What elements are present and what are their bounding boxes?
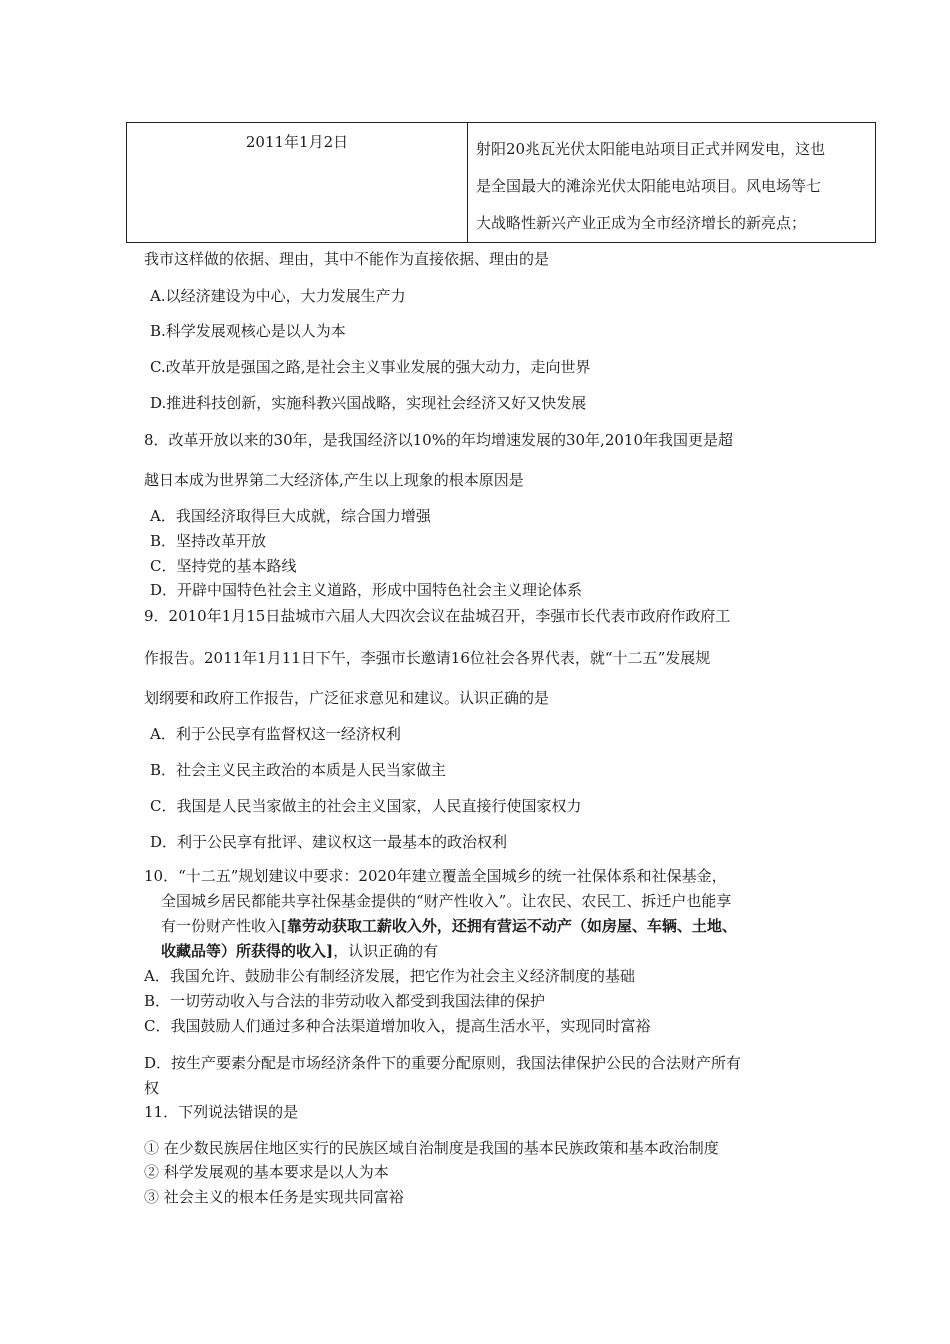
info-table — [126, 122, 876, 243]
q10-option-d-line-2: 权 — [144, 1079, 160, 1097]
table-desc-line: 是全国最大的滩涂光伏太阳能电站项目。风电场等七 — [476, 177, 822, 195]
q10-option-c: C．我国鼓励人们通过多种合法渠道增加收入，提高生活水平，实现同时富裕 — [144, 1017, 651, 1035]
q10-stem-line-1: 10．“十二五”规划建议中要求：2020年建立覆盖全国城乡的统一社保体系和社保基金， — [144, 867, 727, 885]
q9-option-c: C．我国是人民当家做主的社会主义国家，人民直接行使国家权力 — [150, 797, 582, 815]
q10-option-a: A．我国允许、鼓励非公有制经济发展，把它作为社会主义经济制度的基础 — [144, 967, 635, 985]
q10-stem-line-2: 全国城乡居民都能共享社保基金提供的“财产性收入”。让农民、农民工、拆迁户也能享 — [161, 892, 732, 910]
q7-option-c: C.改革开放是强国之路,是社会主义事业发展的强大动力，走向世界 — [150, 358, 591, 376]
q9-stem-line-2: 作报告。2011年1月11日下午，李强市长邀请16位社会各界代表，就“十二五”发展规 — [144, 649, 711, 667]
q7-option-d: D.推进科技创新，实施科教兴国战略，实现社会经济又好又快发展 — [150, 394, 587, 412]
q10-option-d-line-1: D．按生产要素分配是市场经济条件下的重要分配原则，我国法律保护公民的合法财产所有 — [144, 1054, 742, 1072]
q10-bold-definition-end: 收藏品等）所获得的收入] — [161, 942, 334, 960]
q10-bold-definition: 靠劳动获取工薪收入外，还拥有营运不动产（如房屋、车辆、土地、 — [286, 917, 737, 935]
q10-stem-text-end: ，认识正确的有 — [333, 942, 439, 960]
table-date-cell: 2011年1月2日 — [245, 133, 349, 151]
q11-stem: 11．下列说法错误的是 — [144, 1103, 299, 1121]
q11-item-3: ③ 社会主义的根本任务是实现共同富裕 — [144, 1188, 404, 1206]
q9-stem-line-3: 划纲要和政府工作报告，广泛征求意见和建议。认识正确的是 — [144, 689, 550, 707]
table-desc-line: 射阳20兆瓦光伏太阳能电站项目正式并网发电，这也 — [476, 140, 826, 158]
q8-option-b: B．坚持改革开放 — [150, 532, 267, 550]
q8-option-c: C．坚持党的基本路线 — [150, 557, 297, 575]
q7-option-b: B.科学发展观核心是以人为本 — [150, 322, 346, 340]
q9-option-a: A．利于公民享有监督权这一经济权利 — [150, 725, 401, 743]
table-desc-line: 大战略性新兴产业正成为全市经济增长的新亮点； — [476, 214, 807, 232]
q8-option-d: D．开辟中国特色社会主义道路，形成中国特色社会主义理论体系 — [150, 581, 583, 599]
q8-option-a: A．我国经济取得巨大成就，综合国力增强 — [150, 507, 431, 525]
q11-item-1: ① 在少数民族居住地区实行的民族区域自治制度是我国的基本民族政策和基本政治制度 — [144, 1139, 719, 1157]
q9-option-d: D．利于公民享有批评、建议权这一最基本的政治权利 — [150, 833, 508, 851]
table-divider — [467, 123, 468, 242]
q7-stem: 我市这样做的依据、理由，其中不能作为直接依据、理由的是 — [144, 250, 550, 268]
q10-stem-line-4 — [161, 941, 438, 961]
q8-stem-line-1: 8．改革开放以来的30年，是我国经济以10%的年均增速发展的30年,2010年我国更是超 — [144, 431, 734, 449]
q8-stem-line-2: 越日本成为世界第二大经济体,产生以上现象的根本原因是 — [144, 471, 524, 489]
q11-item-2: ② 科学发展观的基本要求是以人为本 — [144, 1163, 389, 1181]
q7-option-a: A.以经济建设为中心，大力发展生产力 — [150, 287, 406, 305]
q10-stem-line-3 — [161, 916, 737, 936]
table-description-cell — [476, 131, 869, 242]
q9-stem-line-1: 9．2010年1月15日盐城市六届人大四次会议在盐城召开，李强市长代表市政府作政府工 — [144, 607, 731, 625]
q10-stem-text: 有一份财产性收入[ — [161, 917, 287, 935]
q10-option-b: B．一切劳动收入与合法的非劳动收入都受到我国法律的保护 — [144, 992, 546, 1010]
q9-option-b: B．社会主义民主政治的本质是人民当家做主 — [150, 761, 447, 779]
